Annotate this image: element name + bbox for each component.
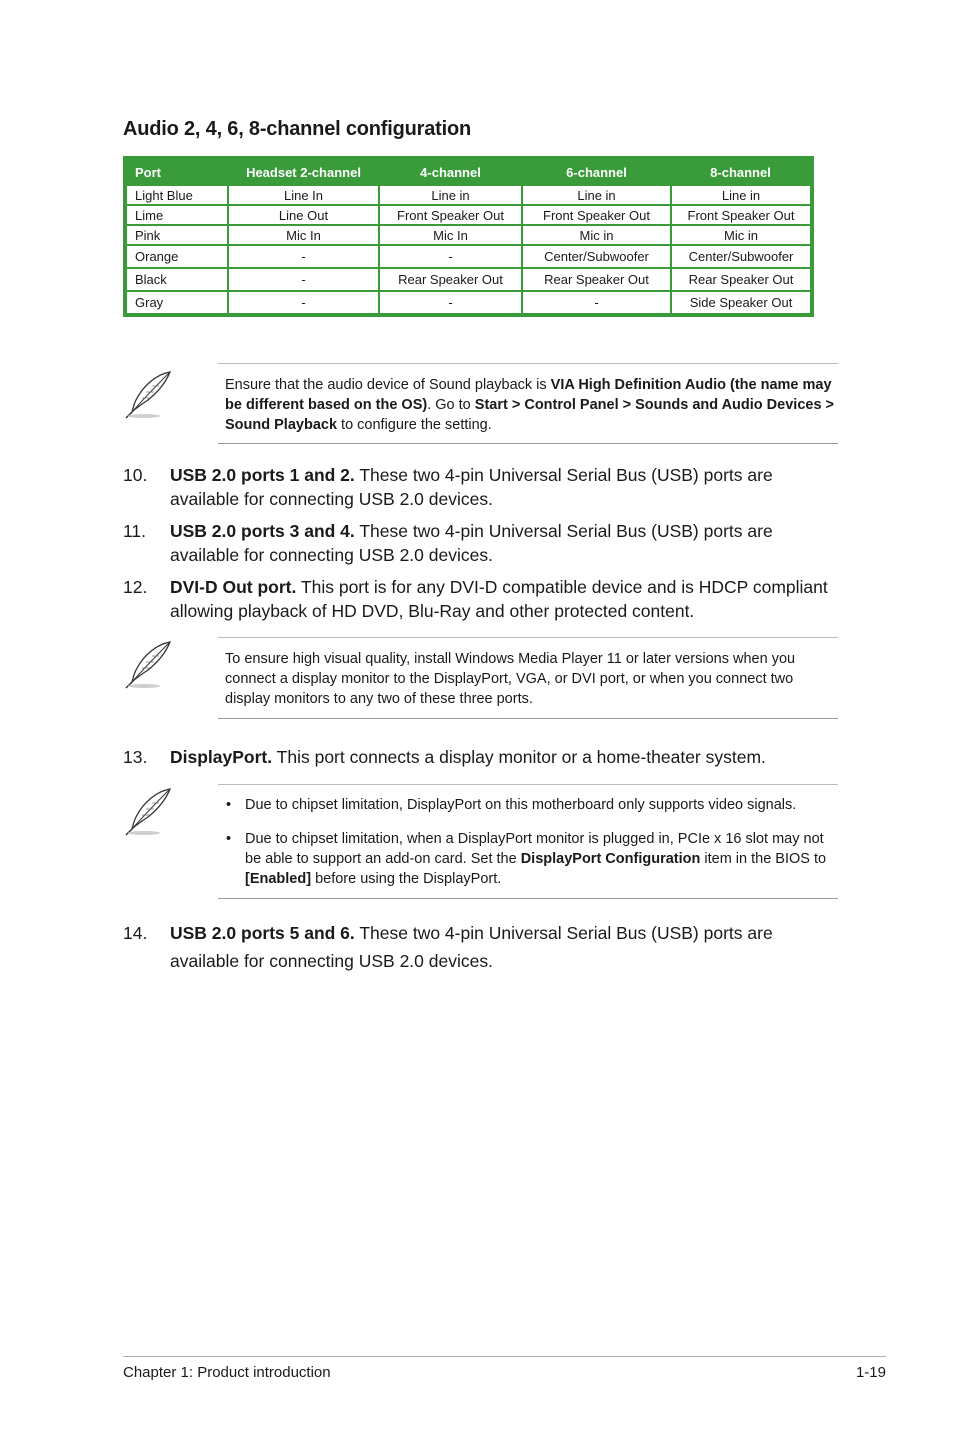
table-row bbox=[125, 185, 812, 205]
table-row bbox=[125, 225, 812, 245]
table-row bbox=[125, 268, 812, 291]
table-cell: Rear Speaker Out bbox=[671, 268, 812, 291]
table-header: 8-channel bbox=[671, 158, 812, 185]
table-row bbox=[125, 291, 812, 315]
quill-pen-icon bbox=[122, 368, 174, 420]
list-item: 11. USB 2.0 ports 3 and 4. These two 4-pin Universal Serial Bus (USB) ports are available for connecting USB 2.0 devices. bbox=[123, 521, 773, 565]
bullet-item: • Due to chipset limitation, DisplayPort on this motherboard only supports video signals. bbox=[218, 795, 838, 815]
table-cell: Mic in bbox=[671, 225, 812, 245]
table-cell: Mic in bbox=[522, 225, 671, 245]
table-cell: Rear Speaker Out bbox=[379, 268, 522, 291]
table-header-row bbox=[125, 158, 812, 185]
note-displayport bbox=[218, 784, 838, 899]
table-header: Port bbox=[125, 158, 228, 185]
note-audio-device bbox=[218, 363, 838, 444]
list-item: 13. DisplayPort. This port connects a display monitor or a home-theater system. bbox=[123, 747, 766, 767]
table-cell: Front Speaker Out bbox=[379, 205, 522, 225]
list-item: 14. USB 2.0 ports 5 and 6. These two 4-pin Universal Serial Bus (USB) ports are available for connecting USB 2.0 devices. bbox=[123, 919, 843, 975]
table-cell: Front Speaker Out bbox=[671, 205, 812, 225]
note-text: To ensure high visual quality, install Windows Media Player 11 or later versions when you connect a display monitor to the DisplayPort, VGA, or DVI port, or when you connect two display monitors to any two of these three ports. bbox=[225, 651, 796, 707]
item-number: 11. bbox=[123, 521, 147, 541]
table-cell: Black bbox=[125, 268, 228, 291]
table-cell: - bbox=[379, 291, 522, 315]
table-header: 6-channel bbox=[522, 158, 671, 185]
quill-pen-icon bbox=[122, 638, 174, 690]
note-bullet-list bbox=[218, 785, 838, 889]
table-row bbox=[125, 205, 812, 225]
table-cell: Front Speaker Out bbox=[522, 205, 671, 225]
table-cell: Side Speaker Out bbox=[671, 291, 812, 315]
table-cell: Orange bbox=[125, 245, 228, 268]
table-cell: Mic In bbox=[379, 225, 522, 245]
list-item: 10. USB 2.0 ports 1 and 2. These two 4-pin Universal Serial Bus (USB) ports are available for connecting USB 2.0 devices. bbox=[123, 465, 773, 509]
table-cell: Gray bbox=[125, 291, 228, 315]
table-cell: Light Blue bbox=[125, 185, 228, 205]
item-number: 12. bbox=[123, 577, 148, 597]
note-visual-quality bbox=[218, 637, 838, 719]
table-cell: Line In bbox=[228, 185, 379, 205]
table-cell: - bbox=[228, 245, 379, 268]
table-cell: Mic In bbox=[228, 225, 379, 245]
table-cell: Lime bbox=[125, 205, 228, 225]
footer-divider bbox=[123, 1356, 886, 1357]
table-row bbox=[125, 245, 812, 268]
page-number: 1-19 bbox=[855, 1364, 886, 1381]
table-cell: Pink bbox=[125, 225, 228, 245]
quill-pen-icon bbox=[122, 785, 174, 837]
list-item: 12. DVI-D Out port. This port is for any DVI-D compatible device and is HDCP compliant allowing playback of HD DVD, Blu-Ray and other protected content. bbox=[123, 577, 828, 621]
table-cell: - bbox=[379, 245, 522, 268]
section-title: Audio 2, 4, 6, 8-channel configuration bbox=[123, 118, 471, 140]
table-cell: Line in bbox=[522, 185, 671, 205]
table-header: 4-channel bbox=[379, 158, 522, 185]
item-number: 14. bbox=[123, 923, 148, 943]
footer-chapter: Chapter 1: Product introduction bbox=[123, 1364, 331, 1381]
table-cell: Line in bbox=[379, 185, 522, 205]
table-cell: Center/Subwoofer bbox=[522, 245, 671, 268]
audio-config-table bbox=[123, 156, 814, 317]
item-number: 10. bbox=[123, 465, 148, 485]
note-text: Ensure that the audio device of Sound playback is VIA High Definition Audio (the name may be different based on the OS). Go to Start > Control Panel > Sounds and Audio Devices > Sound Playback to configure the setting. bbox=[225, 377, 835, 433]
item-number: 13. bbox=[123, 747, 148, 767]
bullet-item: • Due to chipset limitation, when a DisplayPort monitor is plugged in, PCIe x 16 slot may not be able to support an add-on card. Set the DisplayPort Configuration item in the BIOS to [Enabled] before using the DisplayPort. bbox=[218, 829, 838, 889]
table-cell: - bbox=[228, 268, 379, 291]
table-cell: - bbox=[522, 291, 671, 315]
table-cell: Line in bbox=[671, 185, 812, 205]
table-header: Headset 2-channel bbox=[228, 158, 379, 185]
table-cell: Center/Subwoofer bbox=[671, 245, 812, 268]
table-cell: Rear Speaker Out bbox=[522, 268, 671, 291]
table-cell: Line Out bbox=[228, 205, 379, 225]
table-cell: - bbox=[228, 291, 379, 315]
